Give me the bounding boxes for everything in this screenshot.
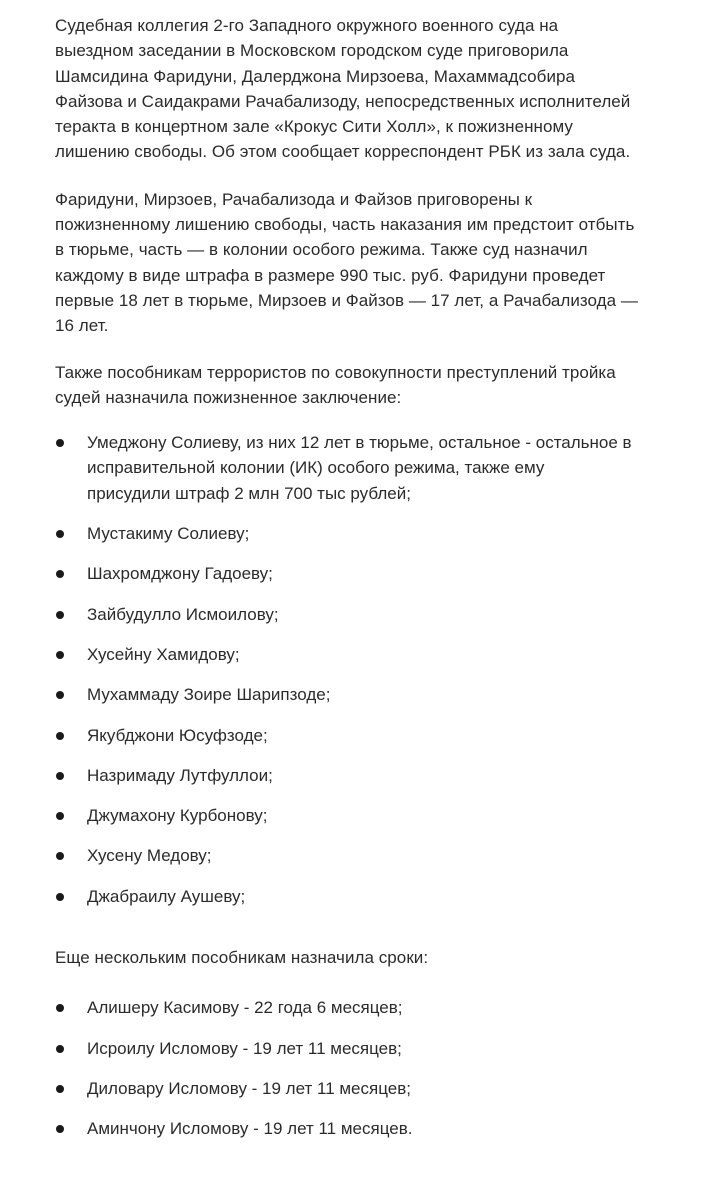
bullet-icon	[56, 852, 64, 860]
bullet-icon	[56, 1004, 64, 1012]
paragraph-accomplices-terms: Еще нескольким пособникам назначила сроки:	[55, 948, 429, 968]
list-item-text: Мустакиму Солиеву;	[87, 524, 250, 544]
paragraph-verdict: Судебная коллегия 2-го Западного окружного военного суда на выездном заседании в Московском городском суде приговорила Шамсидина Фаридуни, Далерджона Мирзоева, Махаммадсобира Файзова и Саидакрами Рачабализоду, непосредственных исполнителей теракта в концертном зале «Крокус Сити Холл», к пожизненному лишению свободы. Об этом сообщает корреспондент РБК из зала суда.	[55, 16, 631, 162]
bullet-icon	[56, 732, 64, 740]
bullet-icon	[56, 530, 64, 538]
list-item	[55, 521, 705, 546]
list-item	[55, 843, 705, 868]
list-item-text: Джумахону Курбонову;	[87, 806, 268, 826]
bullet-icon	[56, 691, 64, 699]
bullet-icon	[56, 812, 64, 820]
list-item-text: Хусейну Хамидову;	[87, 644, 240, 664]
list-item	[55, 723, 705, 748]
list-item-text: Шахромджону Гадоеву;	[87, 564, 273, 584]
article-body	[55, 13, 705, 1142]
list-item-text: Назримаду Лутфуллои;	[87, 765, 273, 785]
bullet-icon	[56, 439, 64, 447]
list-item	[55, 1116, 705, 1141]
bullet-icon	[56, 1125, 64, 1133]
list-item	[55, 803, 705, 828]
list-item-text: Алишеру Касимову - 22 года 6 месяцев;	[87, 998, 403, 1018]
list-item	[55, 561, 705, 586]
list-item	[55, 430, 705, 506]
list-item-text: Диловару Исломову - 19 лет 11 месяцев;	[87, 1078, 411, 1098]
bullet-icon	[56, 1085, 64, 1093]
list-item	[55, 682, 705, 707]
bullet-icon	[56, 570, 64, 578]
paragraph-sentences: Фаридуни, Мирзоев, Рачабализода и Файзов приговорены к пожизненному лишению свободы, часть наказания им предстоит отбыть в тюрьме, часть — в колонии особого режима. Также суд назначил каждому в виде штрафа в размере 990 тыс. руб. Фаридуни проведет первые 18 лет в тюрьме, Мирзоев и Файзов — 17 лет, а Рачабализода — 16 лет.	[55, 189, 638, 336]
bullet-icon	[56, 651, 64, 659]
list-item	[55, 602, 705, 627]
list-item-text: Якубджони Юсуфзоде;	[87, 725, 268, 745]
term-sentence-list	[55, 995, 705, 1141]
list-item	[55, 1036, 705, 1061]
bullet-icon	[56, 611, 64, 619]
list-item-text: Умеджону Солиеву, из них 12 лет в тюрьме, остальное - остальное в исправительной колонии (ИК) особого режима, также ему присудили штраф 2 млн 700 тыс рублей;	[87, 433, 632, 503]
bullet-icon	[56, 893, 64, 901]
list-item	[55, 763, 705, 788]
list-item-text: Мухаммаду Зоире Шарипзоде;	[87, 685, 331, 705]
bullet-icon	[56, 1045, 64, 1053]
list-item-text: Аминчону Исломову - 19 лет 11 месяцев.	[87, 1119, 413, 1139]
list-item	[55, 995, 705, 1020]
bullet-icon	[56, 772, 64, 780]
list-item-text: Джабраилу Аушеву;	[87, 886, 246, 906]
paragraph-accomplices-life: Также пособникам террористов по совокупности преступлений тройка судей назначила пожизненное заключение:	[55, 362, 616, 407]
list-item-text: Хусену Медову;	[87, 846, 212, 866]
life-sentence-list	[55, 430, 705, 909]
list-item-text: Исроилу Исломову - 19 лет 11 месяцев;	[87, 1038, 402, 1058]
list-item	[55, 1076, 705, 1101]
list-item	[55, 642, 705, 667]
list-item	[55, 884, 705, 909]
list-item-text: Зайбудулло Исмоилову;	[87, 604, 279, 624]
